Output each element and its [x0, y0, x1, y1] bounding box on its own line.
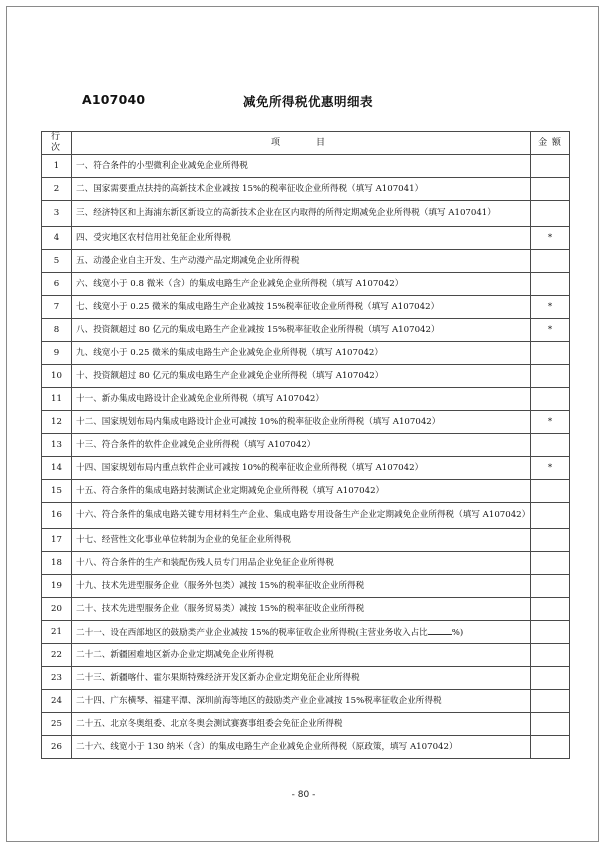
row-amount[interactable]	[531, 503, 570, 529]
table-row	[42, 342, 570, 365]
row-number: 24	[42, 690, 72, 713]
table-row	[42, 296, 570, 319]
row-item: 二十、技术先进型服务企业（服务贸易类）减按 15%的税率征收企业所得税	[72, 598, 531, 621]
row-amount[interactable]	[531, 480, 570, 503]
table-row	[42, 388, 570, 411]
row-item-suffix: %)	[451, 627, 464, 638]
row-number: 12	[42, 411, 72, 434]
row-number: 1	[42, 155, 72, 178]
row-item: 二十六、线宽小于 130 纳米（含）的集成电路生产企业减免企业所得税（原政策，填写 A107042）	[72, 736, 531, 759]
row-number: 10	[42, 365, 72, 388]
row-number: 18	[42, 552, 72, 575]
row-number: 14	[42, 457, 72, 480]
row-amount[interactable]	[531, 644, 570, 667]
row-item: 二十四、广东横琴、福建平潭、深圳前海等地区的鼓励类产业企业减按 15%税率征收企业所得税	[72, 690, 531, 713]
row-item: 十二、国家规划布局内集成电路设计企业可减按 10%的税率征收企业所得税（填写 A107042）	[72, 411, 531, 434]
row-item: 十一、新办集成电路设计企业减免企业所得税（填写 A107042）	[72, 388, 531, 411]
row-number: 2	[42, 178, 72, 201]
row-item: 二十三、新疆喀什、霍尔果斯特殊经济开发区新办企业定期免征企业所得税	[72, 667, 531, 690]
row-item-text: 二十一、设在西部地区的鼓励类产业企业减按 15%的税率征收企业所得税(主营业务收入占比	[76, 627, 428, 638]
row-number: 9	[42, 342, 72, 365]
table-row	[42, 250, 570, 273]
row-number: 5	[42, 250, 72, 273]
row-number: 19	[42, 575, 72, 598]
row-item: 十五、符合条件的集成电路封装测试企业定期减免企业所得税（填写 A107042）	[72, 480, 531, 503]
row-number: 20	[42, 598, 72, 621]
row-item: 十四、国家规划布局内重点软件企业可减按 10%的税率征收企业所得税（填写 A107042）	[72, 457, 531, 480]
row-amount[interactable]	[531, 434, 570, 457]
table-row	[42, 155, 570, 178]
table-row	[42, 621, 570, 644]
row-item: 三、经济特区和上海浦东新区新设立的高新技术企业在区内取得的所得定期减免企业所得税（填写 A107041）	[72, 201, 531, 227]
row-amount[interactable]	[531, 342, 570, 365]
row-amount[interactable]	[531, 529, 570, 552]
table-row	[42, 644, 570, 667]
row-number: 3	[42, 201, 72, 227]
table-row	[42, 201, 570, 227]
row-amount[interactable]: *	[531, 457, 570, 480]
table-row	[42, 713, 570, 736]
table-row	[42, 529, 570, 552]
table-row	[42, 457, 570, 480]
column-header-amount: 金 额	[531, 132, 570, 155]
row-item: 十三、符合条件的软件企业减免企业所得税（填写 A107042）	[72, 434, 531, 457]
column-header-row-no: 行次	[42, 132, 72, 155]
table-row	[42, 575, 570, 598]
table-row	[42, 365, 570, 388]
row-item	[72, 621, 531, 644]
row-amount[interactable]	[531, 575, 570, 598]
row-amount[interactable]: *	[531, 227, 570, 250]
table-row	[42, 227, 570, 250]
row-item: 十八、符合条件的生产和装配伤残人员专门用品企业免征企业所得税	[72, 552, 531, 575]
row-amount[interactable]	[531, 736, 570, 759]
row-number: 6	[42, 273, 72, 296]
row-amount[interactable]	[531, 365, 570, 388]
table-row	[42, 667, 570, 690]
row-number: 26	[42, 736, 72, 759]
table-row	[42, 178, 570, 201]
row-amount[interactable]	[531, 621, 570, 644]
row-number: 21	[42, 621, 72, 644]
table-row	[42, 552, 570, 575]
page-number: - 80 -	[291, 790, 316, 800]
relief-tax-table	[41, 131, 570, 759]
row-number: 11	[42, 388, 72, 411]
table-row	[42, 273, 570, 296]
row-item: 二十二、新疆困难地区新办企业定期减免企业所得税	[72, 644, 531, 667]
form-title: 减免所得税优惠明细表	[243, 94, 374, 109]
row-amount[interactable]: *	[531, 411, 570, 434]
row-item: 六、线宽小于 0.8 微米（含）的集成电路生产企业减免企业所得税（填写 A107042）	[72, 273, 531, 296]
table-row	[42, 736, 570, 759]
row-number: 8	[42, 319, 72, 342]
row-item: 二、国家需要重点扶持的高新技术企业减按 15%的税率征收企业所得税（填写 A107041）	[72, 178, 531, 201]
row-number: 22	[42, 644, 72, 667]
row-amount[interactable]	[531, 598, 570, 621]
row-amount[interactable]: *	[531, 319, 570, 342]
row-number: 23	[42, 667, 72, 690]
row-item: 五、动漫企业自主开发、生产动漫产品定期减免企业所得税	[72, 250, 531, 273]
form-code: A107040	[82, 92, 146, 107]
row-number: 16	[42, 503, 72, 529]
row-item: 十七、经营性文化事业单位转制为企业的免征企业所得税	[72, 529, 531, 552]
row-number: 25	[42, 713, 72, 736]
row-number: 7	[42, 296, 72, 319]
row-item: 七、线宽小于 0.25 微米的集成电路生产企业减按 15%税率征收企业所得税（填写 A107042）	[72, 296, 531, 319]
table-row	[42, 480, 570, 503]
row-amount[interactable]	[531, 713, 570, 736]
row-item: 四、受灾地区农村信用社免征企业所得税	[72, 227, 531, 250]
row-amount[interactable]	[531, 388, 570, 411]
table-row	[42, 503, 570, 529]
table-row	[42, 319, 570, 342]
row-amount[interactable]	[531, 155, 570, 178]
table-row	[42, 598, 570, 621]
row-amount[interactable]: *	[531, 296, 570, 319]
column-header-item: 项 目	[72, 132, 531, 155]
row-item: 二十五、北京冬奥组委、北京冬奥会测试赛赛事组委会免征企业所得税	[72, 713, 531, 736]
row-item: 十、投资额超过 80 亿元的集成电路生产企业减免企业所得税（填写 A107042）	[72, 365, 531, 388]
row-amount[interactable]	[531, 201, 570, 227]
row-item: 一、符合条件的小型微利企业减免企业所得税	[72, 155, 531, 178]
row-amount[interactable]	[531, 552, 570, 575]
row-item: 十九、技术先进型服务企业（服务外包类）减按 15%的税率征收企业所得税	[72, 575, 531, 598]
row-amount[interactable]	[531, 273, 570, 296]
row-item: 九、线宽小于 0.25 微米的集成电路生产企业减免企业所得税（填写 A107042）	[72, 342, 531, 365]
row-number: 17	[42, 529, 72, 552]
row-item: 八、投资额超过 80 亿元的集成电路生产企业减按 15%税率征收企业所得税（填写 A107042）	[72, 319, 531, 342]
row-amount[interactable]	[531, 178, 570, 201]
row-amount[interactable]	[531, 250, 570, 273]
row-number: 13	[42, 434, 72, 457]
row-amount[interactable]	[531, 667, 570, 690]
header-row	[42, 132, 570, 155]
row-number: 15	[42, 480, 72, 503]
table-row	[42, 434, 570, 457]
table-row	[42, 690, 570, 713]
ratio-input[interactable]	[428, 626, 452, 635]
row-item: 十六、符合条件的集成电路关键专用材料生产企业、集成电路专用设备生产企业定期减免企业所得税（填写 A107042）	[72, 503, 531, 529]
table-row	[42, 411, 570, 434]
row-amount[interactable]	[531, 690, 570, 713]
row-number: 4	[42, 227, 72, 250]
